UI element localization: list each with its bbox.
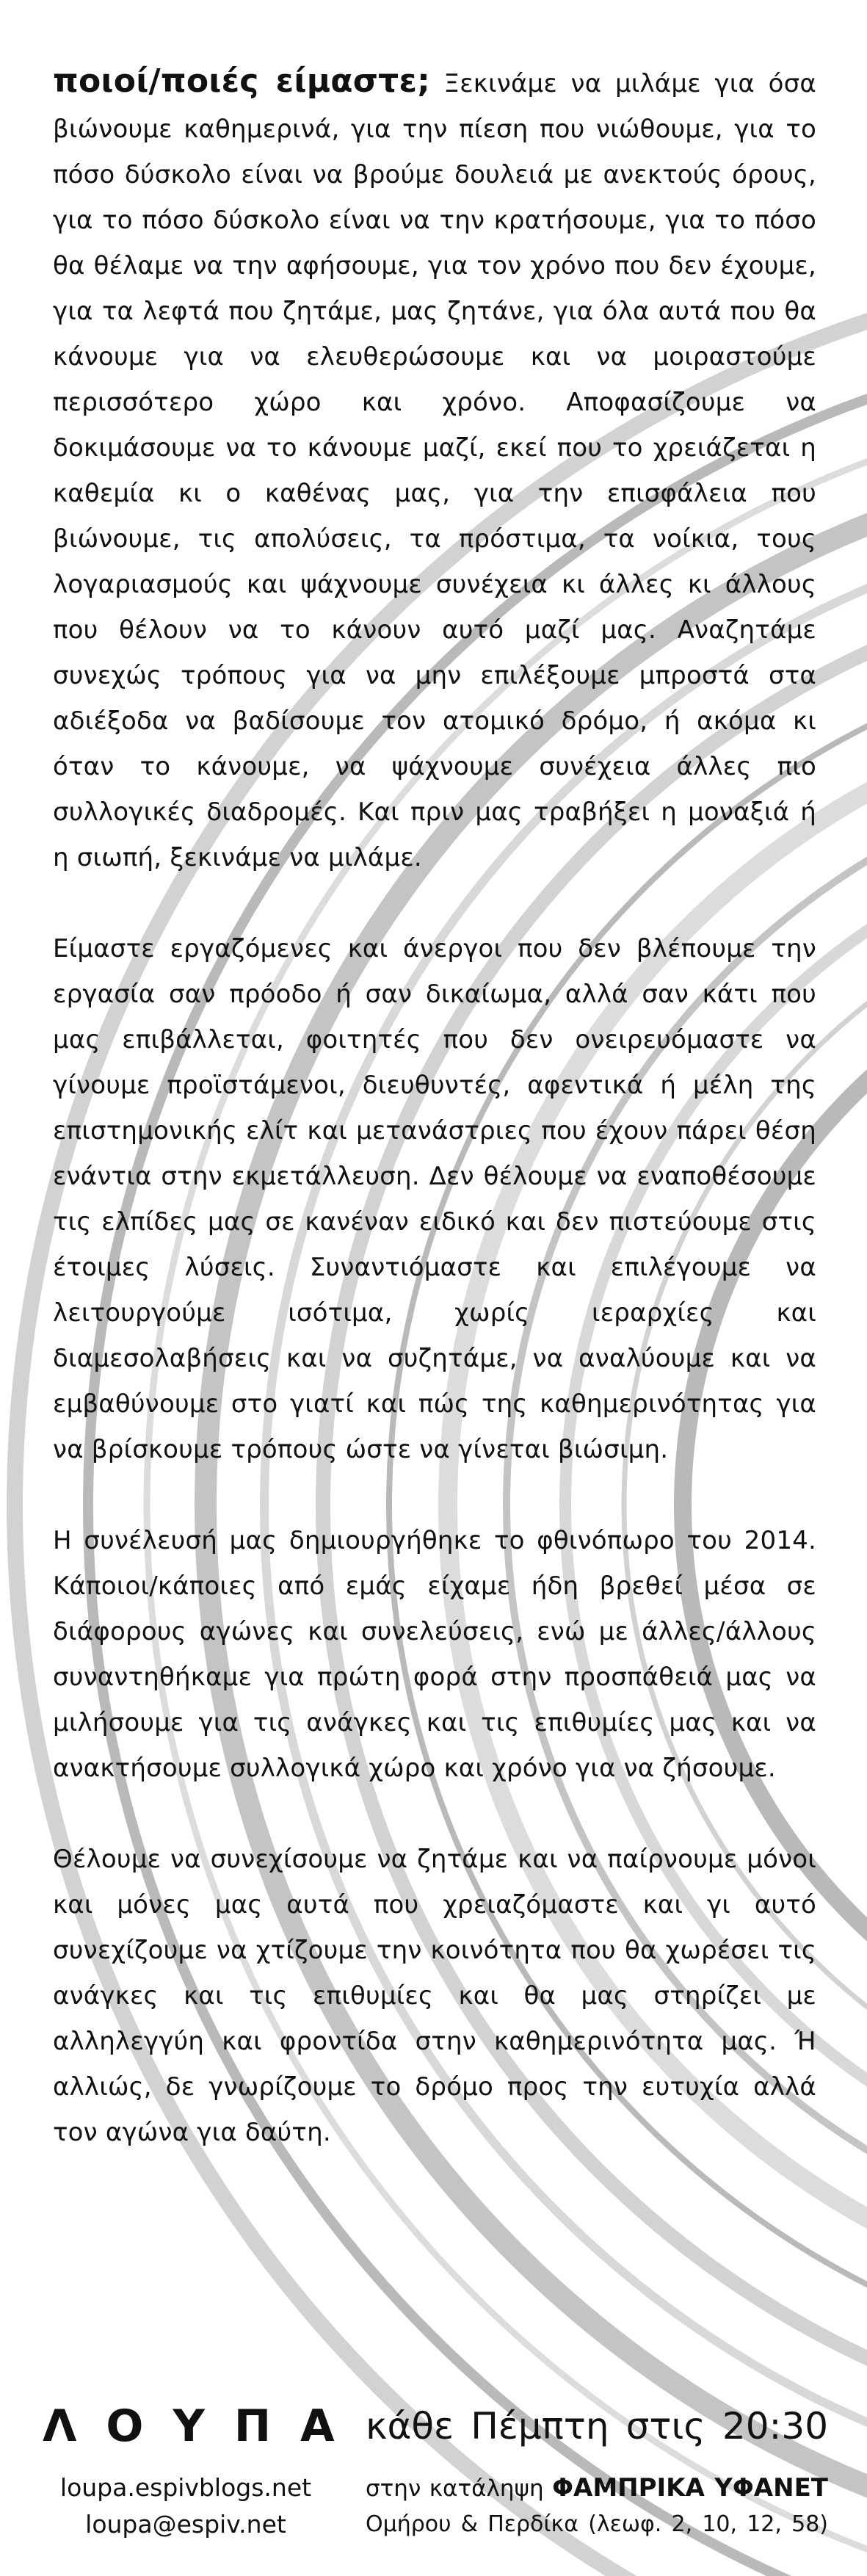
paragraph-history: Η συνέλευσή μας δημιουργήθηκε το φθινόπωρο του 2014. Κάποιοι/κάποιες από εμάς είχαμε ήδη βρεθεί μέσα σε διάφορους αγώνες και συνελεύσεις, ενώ με άλλες/άλλους συναντηθήκαμε για πρώτη φορά στην προσπάθειά μας να μιλήσουμε για τις ανάγκες και τις επιθυμίες μας και να ανακτήσουμε συλλογικά χώρο και χρόνο για να ζήσουμε. [53, 1526, 816, 1783]
blog-link[interactable]: loupa.espivblogs.net [59, 2473, 312, 2502]
intro-heading: ποιοί/ποιές είμαστε; [53, 62, 430, 100]
email-link[interactable]: loupa@espiv.net [85, 2510, 286, 2539]
venue-prefix: στην κατάληψη [366, 2475, 544, 2502]
paragraph-goals: Θέλουμε να συνεχίσουμε να ζητάμε και να παίρνουμε μόνοι και μόνες μας αυτά που χρειαζόμαστε και γι αυτό συνεχίζουμε να χτίζουμε την κοινότητα που θα χωρέσει τις ανάγκες και τις επιθυμίες και θα μας στηρίζει με αλληλεγγύη και φροντίδα στην καθημερινότητα μας. Ή αλλιώς, δε γνωρίζουμε το δρόμο προς την ευτυχία αλλά τον αγώνα για δαύτη. [53, 1845, 816, 2147]
footer [43, 2400, 828, 2547]
venue-address: Ομήρου & Περδίκα (λεωφ. 2, 10, 12, 58) [366, 2511, 828, 2537]
venue [366, 2472, 828, 2505]
venue-name: ΦΑΜΠΡΙΚΑ ΥΦΑΝΕΤ [552, 2473, 828, 2503]
brand-name: ΛΟΥΠΑ [43, 2400, 364, 2452]
meeting-schedule: κάθε Πέμπτη στις 20:30 [366, 2405, 828, 2447]
intro-paragraph [53, 59, 816, 880]
manifesto-text [53, 59, 816, 2201]
intro-text: Ξεκινάμε να μιλάμε για όσα βιώνουμε καθημερινά, για την πίεση που νιώθουμε, για το πόσο δύσκολο είναι να βρούμε δουλειά με ανεκτούς όρους, για το πόσο δύσκολο είναι να την κρατήσουμε, για το πόσο θα θέλαμε να την αφήσουμε, για τον χρόνο που δεν έχουμε, για τα λεφτά που ζητάμε, μας ζητάνε, για όλα αυτά που θα κάνουμε για να ελευθερώσουμε και να μοιραστούμε περισσότερο χώρο και χρόνο. Αποφασίζουμε να δοκιμάσουμε να το κάνουμε μαζί, εκεί που το χρειάζεται η καθεμία κι ο καθένας μας, για την επισφάλεια που βιώνουμε, τις απολύσεις, τα πρόστιμα, τα νοίκια, τους λογαριασμούς και ψάχνουμε συνέχεια κι άλλες κι άλλους που θέλουν να το κάνουν αυτό μαζί μας. Αναζητάμε συνεχώς τρόπους για να μην επιλέξουμε μπροστά στα αδιέξοδα να βαδίσουμε τον ατομικό δρόμο, ή ακόμα κι όταν το κάνουμε, να ψάχνουμε συνέχεια άλλες πιο συλλογικές διαδρομές. Και πριν μας τραβήξει η μοναξιά ή η σιωπή, ξεκινάμε να μιλάμε. [53, 69, 816, 872]
paragraph-who-we-are: Είμαστε εργαζόμενες και άνεργοι που δεν βλέπουμε την εργασία σαν πρόοδο ή σαν δικαίωμα, αλλά σαν κάτι που μας επιβάλλεται, φοιτητές που δεν ονειρευόμαστε να γίνουμε προϊστάμενοι, διευθυντές, αφεντικά ή μέλη της επιστημονικής ελίτ και μετανάστριες που έχουν πάρει θέση ενάντια στην εκμετάλλευση. Δεν θέλουμε να εναποθέσουμε τις ελπίδες μας σε κανέναν ειδικό και δεν πιστεύουμε στις έτοιμες λύσεις. Συναντιόμαστε και επιλέγουμε να λειτουργούμε ισότιμα, χωρίς ιεραρχίες και διαμεσολαβήσεις και να συζητάμε, να αναλύουμε και να εμβαθύνουμε στο γιατί και πώς της καθημερινότητας για να βρίσκουμε τρόπους ώστε να γίνεται βιώσιμη. [53, 934, 816, 1464]
